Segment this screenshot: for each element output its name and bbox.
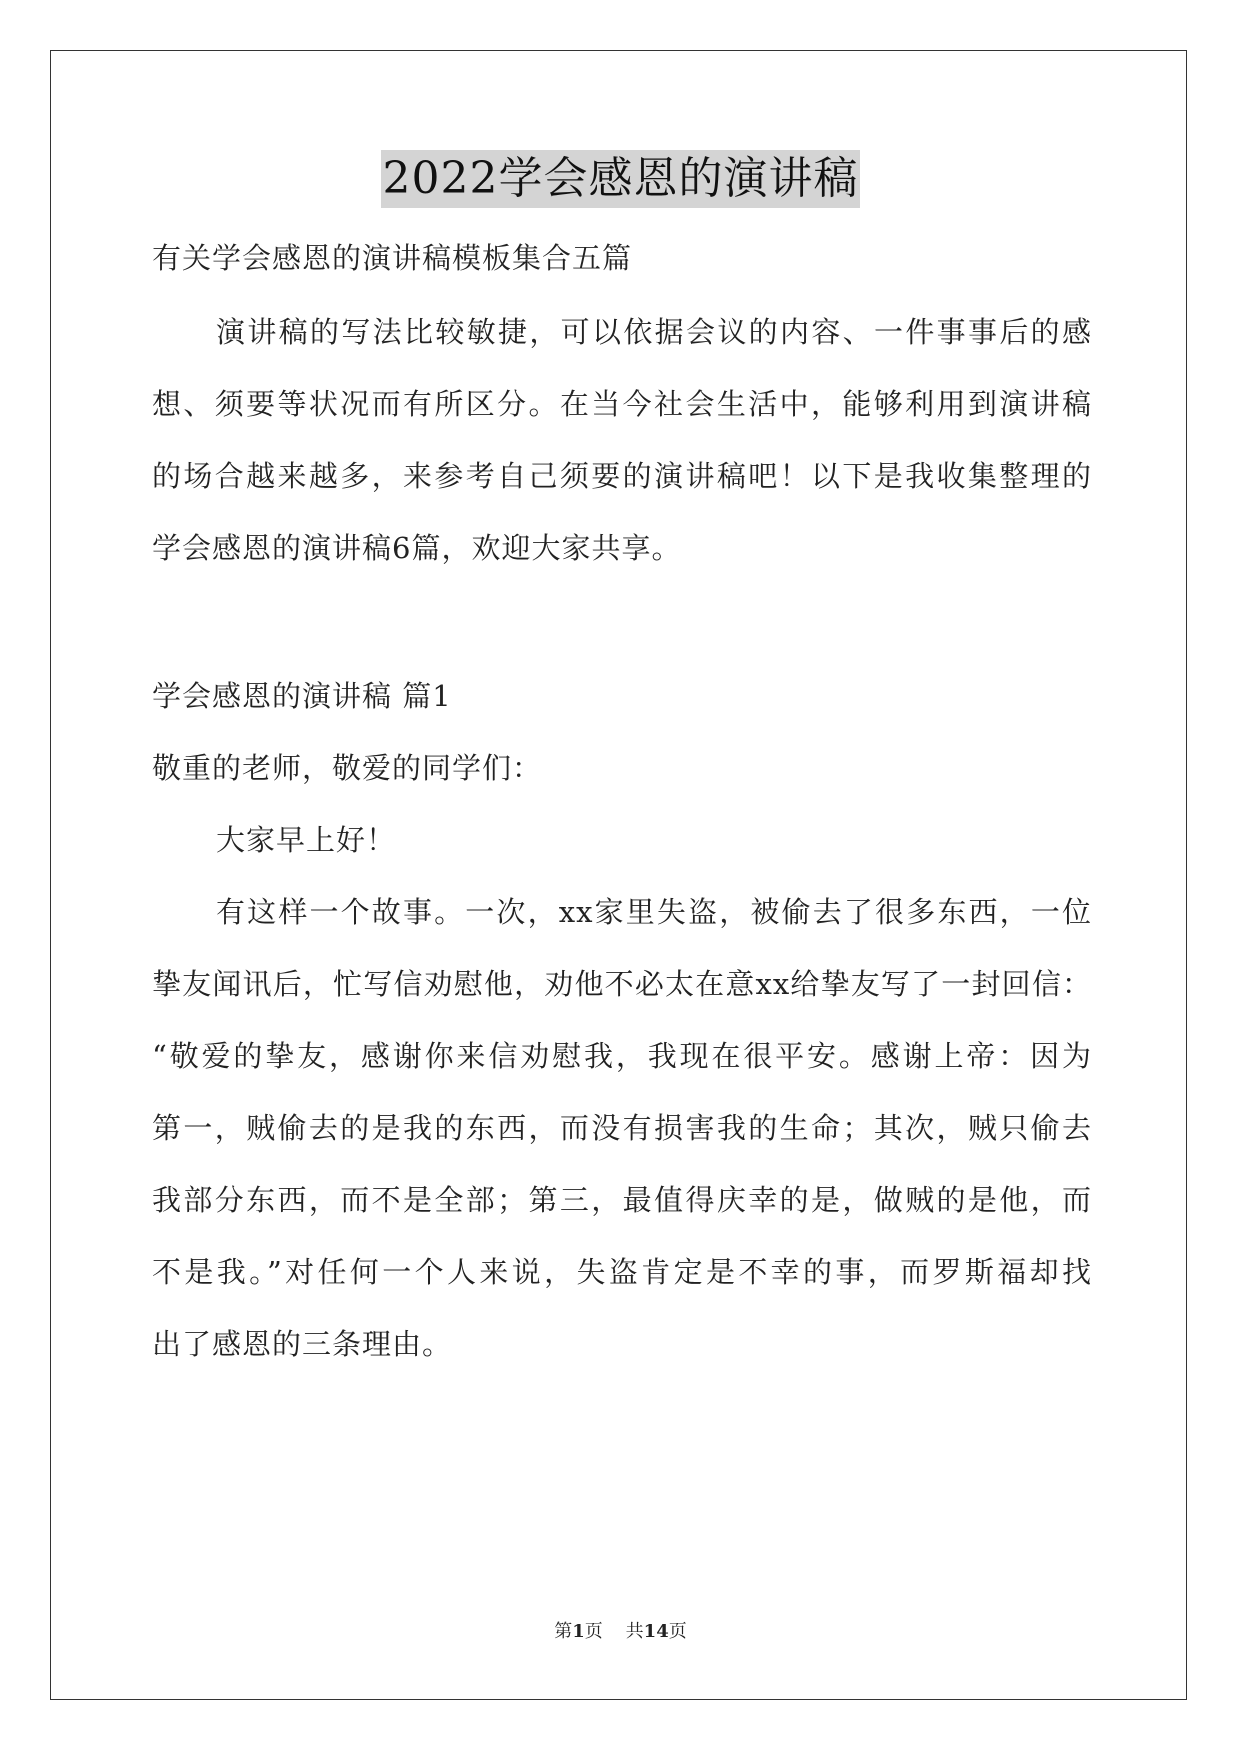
page-footer — [0, 1620, 1241, 1644]
story-line-2: 挚友闻讯后，忙写信劝慰他，劝他不必太在意xx给挚友写了一封回信： — [152, 967, 1092, 1001]
intro-line-4: 学会感恩的演讲稿6篇，欢迎大家共享。 — [152, 531, 682, 565]
footer-page-total: 14 — [643, 1621, 669, 1642]
title-container — [0, 150, 1241, 208]
story-line-1: 有这样一个故事。一次，xx家里失盗，被偷去了很多东西，一位 — [216, 895, 1092, 929]
document-title: 2022学会感恩的演讲稿 — [381, 150, 861, 208]
section-heading: 学会感恩的演讲稿 篇1 — [152, 679, 452, 713]
intro-line-1: 演讲稿的写法比较敏捷，可以依据会议的内容、一件事事后的感 — [216, 315, 1092, 349]
intro-line-3: 的场合越来越多，来参考自己须要的演讲稿吧！以下是我收集整理的 — [152, 459, 1092, 493]
footer-page-current: 1 — [572, 1621, 585, 1642]
document-subtitle: 有关学会感恩的演讲稿模板集合五篇 — [152, 241, 633, 275]
greeting: 大家早上好！ — [216, 823, 397, 857]
story-line-3: “敬爱的挚友，感谢你来信劝慰我，我现在很平安。感谢上帝：因为 — [152, 1039, 1092, 1073]
footer-page-prefix: 第 — [554, 1621, 573, 1642]
salutation: 敬重的老师，敬爱的同学们： — [152, 751, 543, 785]
footer-page-mid: 页 共 — [584, 1621, 644, 1642]
page-border — [50, 50, 1187, 1700]
story-line-5: 我部分东西，而不是全部；第三，最值得庆幸的是，做贼的是他，而 — [152, 1183, 1092, 1217]
story-line-6: 不是我。”对任何一个人来说，失盗肯定是不幸的事，而罗斯福却找 — [152, 1255, 1092, 1289]
story-line-7: 出了感恩的三条理由。 — [152, 1327, 453, 1361]
story-line-4: 第一，贼偷去的是我的东西，而没有损害我的生命；其次，贼只偷去 — [152, 1111, 1092, 1145]
footer-page-suffix: 页 — [668, 1621, 687, 1642]
intro-line-2: 想、须要等状况而有所区分。在当今社会生活中，能够利用到演讲稿 — [152, 387, 1092, 421]
